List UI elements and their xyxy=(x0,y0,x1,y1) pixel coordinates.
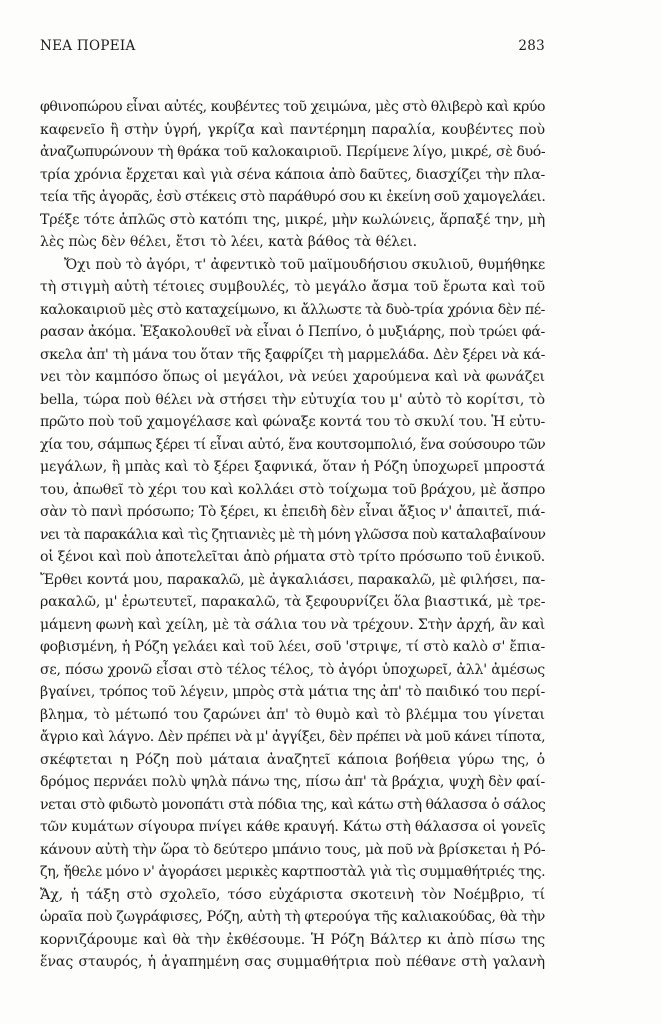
text-line: σκελα ἀπ' τὴ μάνα του ὅταν τῆς ξαφρίζει τὴ μαρμελάδα. Δὲν ξέρει νὰ κά- xyxy=(40,346,546,363)
text-line: κορνιζάρουμε καὶ θὰ τὴν ἐκθέσουμε. Ἡ Ρόζη Βάλτερ κι ἀπὸ πίσω της xyxy=(40,931,545,948)
text-line: τῶν κυμάτων σίγουρα πνίγει κάθε κραυγή. Κάτω στὴ θάλασσα οἱ γονεῖς xyxy=(40,819,546,835)
text-line: ἀναζωπυρώνουν τὴ θράκα τοῦ καλοκαιριοῦ. Περίμενε λίγο, μικρέ, σὲ δυό- xyxy=(40,144,546,160)
text-line: δρόμος περνάει πολὺ ψηλὰ πάνω της, πίσω ἀπ' τὰ βράχια, ψυχὴ δὲν φαί- xyxy=(40,774,545,790)
text-line: Ἄχ, ἡ τάξη στὸ σχολεῖο, τόσο εὐχάριστα σκοτεινὴ τὸν Νοέμβριο, τί xyxy=(40,886,545,903)
text-line: τὴ στιγμὴ αὐτὴ τέτοιες συμβουλές, τὸ μεγάλο ἄσμα τοῦ ἔρωτα καὶ τοῦ xyxy=(40,279,545,295)
text-line: βλημα, τὸ μέτωπό του ζαρώνει ἀπ' τὸ θυμὸ καὶ τὸ βλέμμα του γίνεται xyxy=(40,706,545,723)
text-line: λὲς πὼς δὲν θέλει, ἔτσι τὸ λέει, κατὰ βάθος τὰ θέλει. xyxy=(40,234,418,250)
text-line: νει τὰ παρακάλια καὶ τὶς ζητιανιὲς μὲ τὴ μόνη γλῶσσα ποὺ καταλαβαίνουν xyxy=(40,526,546,543)
text-line: χία του, σάμπως ξέρει τί εἶναι αὐτό, ἕνα κουτσομπολιό, ἕνα σούσουρο τῶν xyxy=(40,436,546,453)
text-line: καλοκαιριοῦ μὲς στὸ καταχείμωνο, κι ἄλλωστε τὰ δυὸ-τρία χρόνια δὲν πέ- xyxy=(40,301,545,318)
text-line: οἱ ξένοι καὶ ποὺ ἀποτελεῖται ἀπὸ ρήματα στὸ τρίτο πρόσωπο τοῦ ἑνικοῦ. xyxy=(40,549,545,565)
text-line: σὰν τὸ πανὶ πρόσωπο; Τὸ ξέρει, κι ἐπειδὴ δὲν εἶναι ἄξιος ν' ἀπαιτεῖ, πιά- xyxy=(40,504,545,520)
text-line: bella, τώρα ποὺ θέλει νὰ στήσει τὴν εὐτυχία του μ' αὐτὸ τὸ κορίτσι, τὸ xyxy=(40,391,545,408)
text-line: τεία τῆς ἀγορᾶς, ἐσὺ στέκεις στὸ παράθυρό σου κι ἐκείνη σοῦ χαμογελάει. xyxy=(40,189,546,205)
text-line: φθινοπώρου εἶναι αὐτές, κουβέντες τοῦ χειμώνα, μὲς στὸ θλιβερὸ καὶ κρύο xyxy=(40,99,545,115)
text-line: ζη, ἤθελε μόνο ν' ἀγοράσει μερικὲς καρτποστὰλ γιὰ τὶς συμμαθήτριές της. xyxy=(40,864,546,880)
text-line: κάνουν αὐτὴ τὴν ὥρα τὸ δεύτερο μπάνιο τους, μὰ ποῦ νὰ βρίσκεται ἡ Ρό- xyxy=(40,841,546,858)
text-line: Ἔρθει κοντά μου, παρακαλῶ, μὲ ἀγκαλιάσει, παρακαλῶ, μὲ φιλήσει, πα- xyxy=(40,571,545,588)
body-text xyxy=(40,96,545,974)
text-line: τρία χρόνια ἔρχεται καὶ γιὰ σένα κάποια ἀπὸ δαῦτες, διασχίζει τὴν πλα- xyxy=(40,166,545,183)
text-line: μάμενη φωνὴ καὶ χείλη, μὲ τὰ σάλια του νὰ τρέχουν. Στὴν ἀρχή, ἂν καὶ xyxy=(40,616,546,633)
page-number: 283 xyxy=(518,38,545,54)
text-line: Τρέξε τότε ἁπλῶς στὸ κατόπι της, μικρέ, μὴν κωλώνεις, ἅρπαξέ την, μὴ xyxy=(40,211,545,228)
running-head xyxy=(40,38,545,60)
text-line: του, ἀπωθεῖ τὸ χέρι του καὶ κολλάει στὸ τοίχωμα τοῦ βράχου, μὲ ἄσπρο xyxy=(40,481,546,498)
text-line: πρῶτο ποὺ τοῦ χαμογέλασε καὶ φώναξε κοντά του τὸ σκυλί του. Ἡ εὐτυ- xyxy=(40,414,545,430)
text-line: καφενεῖο ἢ στὴν ὑγρή, γκρίζα καὶ παντέρημη παραλία, κουβέντες ποὺ xyxy=(40,121,545,138)
text-line: σε, πόσω χρονῶ εἶσαι στὸ τέλος τέλος, τὸ ἀγόρι ὑποχωρεῖ, ἀλλ' ἀμέσως xyxy=(40,661,545,678)
text-line: μεγάλων, ἢ μπὰς καὶ τὸ ξέρει ξαφνικά, ὅταν ἡ Ρόζη ὑποχωρεῖ μπροστά xyxy=(40,459,545,475)
text-line: ὡραῖα ποὺ ζωγράφισες, Ρόζη, αὐτὴ τὴ φτερούγα τῆς καλιακούδας, θὰ τὴν xyxy=(40,909,545,925)
text-line: φοβισμένη, ἡ Ρόζη γελάει καὶ τοῦ λέει, σοῦ 'στριψε, τί στὸ καλὸ σ' ἔπια- xyxy=(40,639,546,655)
text-line: ρακαλῶ, μ' ἐρωτευτεῖ, παρακαλῶ, τὰ ξεφουρνίζει ὅλα βιαστικά, μὲ τρε- xyxy=(40,594,546,610)
text-line: Ὄχι ποὺ τὸ ἀγόρι, τ' ἀφεντικὸ τοῦ μαϊμουδήσιου σκυλιοῦ, θυμήθηκε xyxy=(64,256,546,273)
text-line: βγαίνει, τρόπος τοῦ λέγειν, μπρὸς στὰ μάτια της ἀπ' τὸ παιδικό του περί- xyxy=(40,684,545,700)
text-line: νει τὸν καμπόσο ὅπως οἱ μεγάλοι, νὰ νεύει χαρούμενα καὶ νὰ φωνάζει xyxy=(40,369,545,385)
text-line: σκέφτεται η Ρόζη ποὺ μάταια ἀναζητεῖ κάποια βοήθεια γύρω της, ὁ xyxy=(40,751,545,768)
text-line: ἄγριο καὶ λάγνο. Δὲν πρέπει νὰ μ' ἀγγίξει, δὲν πρέπει νὰ μοῦ κάνει τίποτα, xyxy=(40,729,546,745)
running-title: ΝΕΑ ΠΟΡΕΙΑ xyxy=(40,38,136,54)
text-line: ρασαν ἀκόμα. Ἐξακολουθεῖ νὰ εἶναι ὁ Πεπίνο, ὁ μυξιάρης, ποὺ τρώει φά- xyxy=(40,324,545,340)
text-line: νεται στὸ φιδωτὸ μονοπάτι στὰ πόδια της, καὶ κάτω στὴ θάλασσα ὁ σάλος xyxy=(40,796,546,813)
text-line: ἕνας σταυρός, ἡ ἀγαπημένη σας συμμαθήτρια ποὺ πέθανε στὴ γαλανὴ xyxy=(40,954,545,970)
